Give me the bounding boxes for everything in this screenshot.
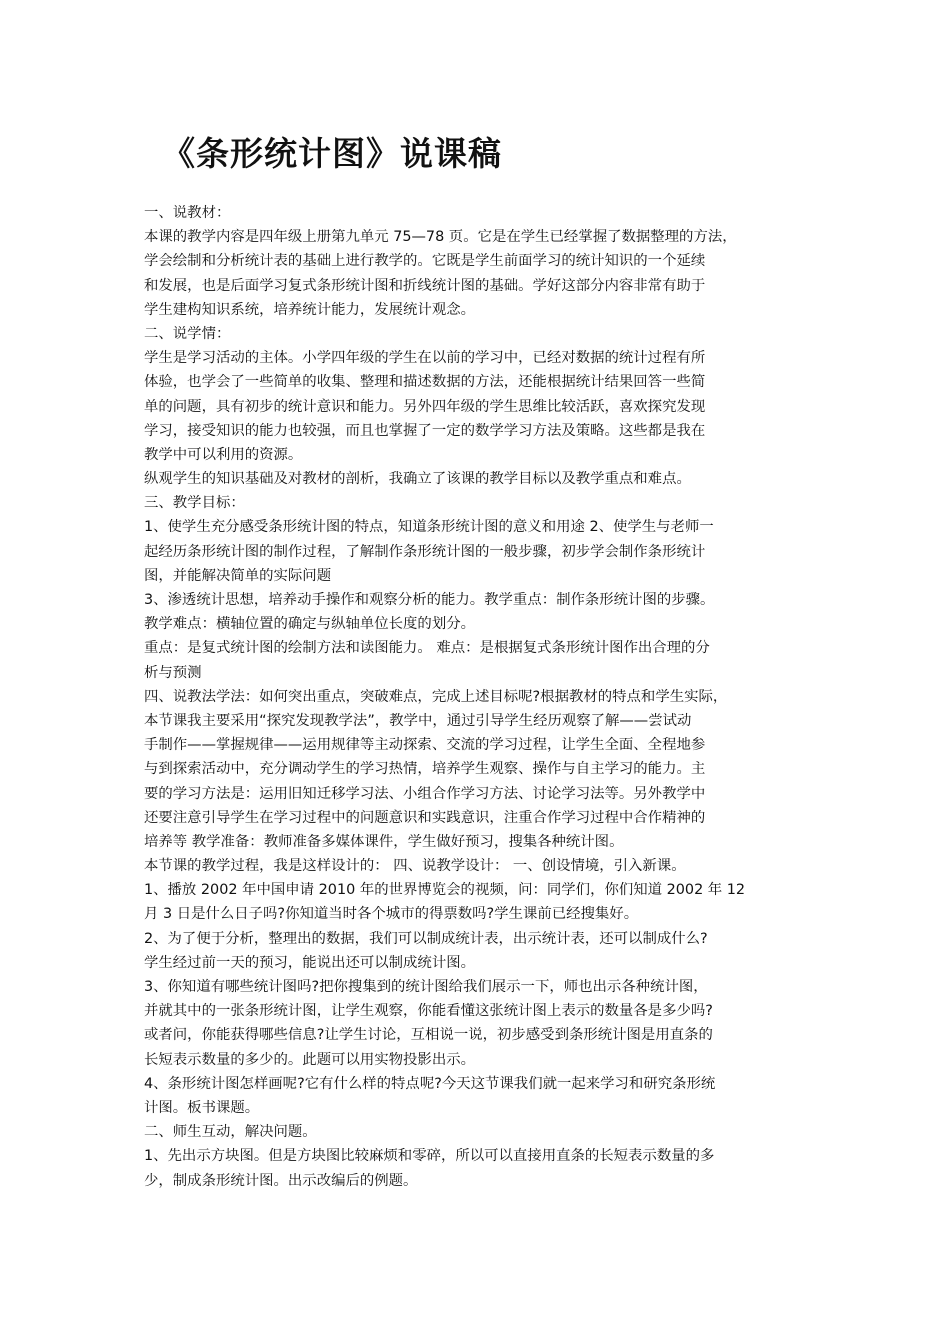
- text-line: 4、条形统计图怎样画呢?它有什么样的特点呢?今天这节课我们就一起来学习和研究条形统: [144, 1075, 716, 1092]
- text-line: 与到探索活动中，充分调动学生的学习热情，培养学生观察、操作与自主学习的能力。主: [144, 761, 706, 778]
- text-line: 二、师生互动，解决问题。: [144, 1124, 317, 1141]
- document-body: [144, 201, 816, 1193]
- text-line: 四、说教法学法：如何突出重点，突破难点，完成上述目标呢?根据教材的特点和学生实际，: [144, 688, 728, 705]
- text-line: 学生建构知识系统，培养统计能力，发展统计观念。: [144, 301, 475, 318]
- text-line: 学生是学习活动的主体。小学四年级的学生在以前的学习中，已经对数据的统计过程有所: [144, 350, 706, 367]
- text-line: 和发展，也是后面学习复式条形统计图和折线统计图的基础。学好这部分内容非常有助于: [144, 277, 706, 294]
- text-line: 并就其中的一张条形统计图，让学生观察，你能看懂这张统计图上表示的数量各是多少吗?: [144, 1003, 713, 1020]
- text-line: 图，并能解决简单的实际问题: [144, 567, 332, 584]
- text-line: 单的问题，具有初步的统计意识和能力。另外四年级的学生思维比较活跃，喜欢探究发现: [144, 398, 706, 415]
- text-line: 少，制成条形统计图。出示改编后的例题。: [144, 1172, 418, 1189]
- text-line: 长短表示数量的多少的。此题可以用实物投影出示。: [144, 1051, 475, 1068]
- document-title: 《条形统计图》说课稿: [162, 134, 502, 173]
- text-line: 三、教学目标：: [144, 495, 245, 512]
- text-line: 培养等 教学准备：教师准备多媒体课件，学生做好预习，搜集各种统计图。: [144, 833, 624, 850]
- text-line: 3、渗透统计思想，培养动手操作和观察分析的能力。教学重点：制作条形统计图的步骤。: [144, 592, 715, 608]
- text-line: 教学难点：横轴位置的确定与纵轴单位长度的划分。: [144, 616, 475, 633]
- text-line: 2、为了便于分析，整理出的数据，我们可以制成统计表，出示统计表，还可以制成什么?: [144, 930, 708, 947]
- text-line: 1、先出示方块图。但是方块图比较麻烦和零碎，所以可以直接用直条的长短表示数量的多: [144, 1148, 715, 1165]
- text-line: 重点：是复式统计图的绘制方法和读图能力。 难点：是根据复式条形统计图作出合理的分: [144, 640, 710, 657]
- text-line: 析与预测: [144, 664, 202, 681]
- text-line: 1、使学生充分感受条形统计图的特点，知道条形统计图的意义和用途 2、使学生与老师一: [144, 519, 714, 536]
- text-line: 学生经过前一天的预习，能说出还可以制成统计图。: [144, 954, 475, 971]
- text-line: 或者问，你能获得哪些信息?让学生讨论，互相说一说，初步感受到条形统计图是用直条的: [144, 1027, 713, 1044]
- text-line: 还要注意引导学生在学习过程中的问题意识和实践意识，注重合作学习过程中合作精神的: [144, 809, 706, 826]
- text-line: 二、说学情：: [144, 325, 231, 342]
- text-line: 教学中可以利用的资源。: [144, 446, 303, 463]
- text-line: 学习，接受知识的能力也较强，而且也掌握了一定的数学学习方法及策略。这些都是我在: [144, 422, 706, 439]
- text-line: 纵观学生的知识基础及对教材的剖析，我确立了该课的教学目标以及教学重点和难点。: [144, 471, 691, 488]
- text-line: 本节课我主要采用“探究发现教学法”，教学中，通过引导学生经历观察了解——尝试动: [144, 712, 692, 729]
- text-line: 本课的教学内容是四年级上册第九单元 75—78 页。它是在学生已经掌握了数据整理的方法，: [144, 229, 737, 246]
- text-line: 学会绘制和分析统计表的基础上进行教学的。它既是学生前面学习的统计知识的一个延续: [144, 253, 706, 270]
- text-line: 体验，也学会了一些简单的收集、整理和描述数据的方法，还能根据统计结果回答一些简: [144, 374, 706, 391]
- text-line: 月 3 日是什么日子吗?你知道当时各个城市的得票数吗?学生课前已经搜集好。: [144, 906, 639, 923]
- text-line: 起经历条形统计图的制作过程，了解制作条形统计图的一般步骤，初步学会制作条形统计: [144, 543, 706, 560]
- text-line: 本节课的教学过程，我是这样设计的： 四、说教学设计： 一、创设情境，引入新课。: [144, 858, 686, 875]
- text-line: 1、播放 2002 年中国申请 2010 年的世界博览会的视频，问：同学们，你们知道 2002 年 12: [144, 882, 746, 899]
- text-line: 计图。板书课题。: [144, 1099, 260, 1116]
- text-line: 手制作——掌握规律——运用规律等主动探索、交流的学习过程，让学生全面、全程地参: [144, 737, 706, 754]
- text-line: 3、你知道有哪些统计图吗?把你搜集到的统计图给我们展示一下，师也出示各种统计图，: [144, 979, 708, 995]
- text-line: 一、说教材：: [144, 205, 231, 221]
- text-line: 要的学习方法是：运用旧知迁移学习法、小组合作学习方法、讨论学习法等。另外教学中: [144, 785, 706, 802]
